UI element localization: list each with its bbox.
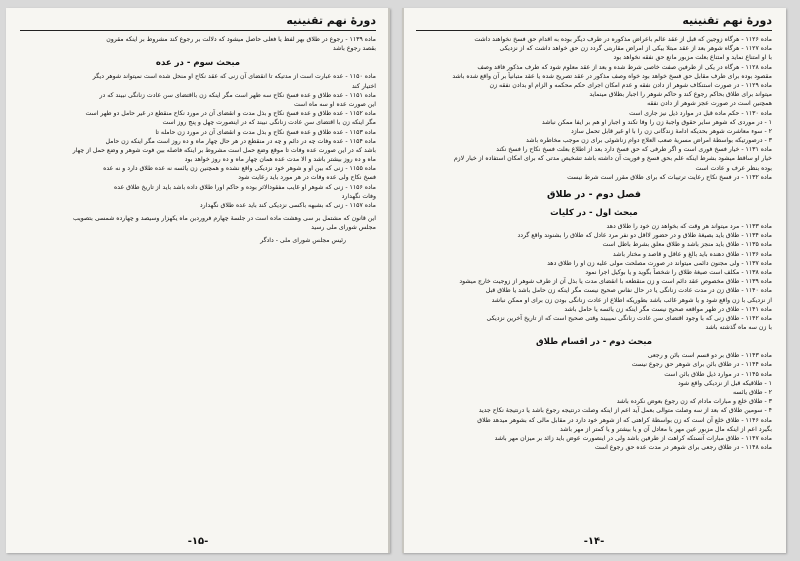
text-line: بوده بنظر عرف و عادت است: [695, 164, 772, 172]
text-line: ماده ۱۱۳۹ - رجوع در طلاق بهر لفظ یا فعلی حاصل میشود که دلالت بر رجوع کند مشروط بر اینکه مقرون: [106, 36, 376, 43]
text-line: ماده ۱۱۲۸ - هرگاه در یکی از طرفین صفت خاصی شرط شده و بعد از عقد معلوم شود که طرف مذکور فاقد وصف: [477, 63, 772, 71]
text-line: ۱ - در موردی که شوهر سایر حقوق واجبهٔ زن را وفا نکند و اجبار او هم بر ایفا ممکن نباشد: [541, 118, 772, 126]
text-line: ۳ - درصورتیکه بواسطهٔ امراض مسریهٔ صعب العلاج دوام زناشوئی برای زن موجب مخاطره باشد: [526, 137, 772, 145]
text-line: ماده ۱۱۴۳ - طلاق بر دو قسم است بائن و رجعی: [647, 352, 772, 360]
page-body: [20, 35, 376, 233]
text-line: ماده ۱۱۴۸ - در طلاق رجعی برای شوهر در مدت عده حق رجوع است: [594, 444, 772, 452]
text-line: ماده ۱۱۴۲ - طلاق زنی که با وجود اقتضای سن عادت زنانگی نمیبیند وقتی صحیح است که از تاریخ آخرین نزدیکی: [486, 314, 772, 322]
text-line: ماده ۱۱۲۹ - در صورت استنکاف شوهر از دادن نفقه و عدم امکان اجرای حکم محکمه و الزام او بدادن نفقه زن: [489, 81, 772, 89]
text-line: ماه و ده روز بیشتر باشد و الا مدت عده همان چهار ماه و ده روز خواهد بود: [184, 156, 376, 164]
text-line: همچنین است در صورت عجز شوهر از دادن نفقه: [647, 100, 772, 108]
paragraph-block: [416, 35, 772, 182]
text-line: این قانون که مشتمل بر سی وهشت ماده است در جلسهٔ چهارم فروردین ماه یکهزار وسیصد و چهارده شمسی بتصویب: [72, 215, 376, 223]
left-page: [6, 8, 390, 553]
page-gutter-shadow: [402, 8, 404, 553]
text-line: ماده ۱۱۳۸ - مکلف است صیغهٔ طلاق را شخصاً بگوید و یا بوکیل اجرا نمود: [585, 268, 772, 276]
text-line: ماده ۱۱۵۵ - زنی که بین او و شوهر خود نزدیکی واقع نشده و همچنین زن یائسه نه عده طلاق دارد و نه عده: [103, 165, 376, 173]
text-line: اختیار کند: [351, 82, 376, 90]
text-line: ماده ۱۱۴۱ - طلاق در طهر مواقعه صحیح نیست مگر اینکه زن یائسه یا حامل باشد: [564, 305, 772, 313]
text-line: ماده ۱۱۴۰ - طلاق زن در مدت عادت زنانگی یا در حال نفاس صحیح نیست مگر اینکه زن حامل باشد یا طلاق قبل: [485, 287, 772, 295]
text-line: ماده ۱۱۳۳ - مرد میتواند هر وقت که بخواهد زن خود را طلاق دهد: [606, 223, 772, 230]
paragraph-block: [20, 35, 376, 53]
text-line: ماده ۱۱۴۷ - طلاق مبارات آنستکه کراهت از طرفین باشد ولی در اینصورت عوض باید زائد بر میزان مهر باشد: [494, 434, 772, 442]
text-line: ماده ۱۱۳۰ - حکم ماده قبل در موارد ذیل نیز جاری است: [629, 109, 772, 117]
text-line: ماده ۱۱۴۵ - در موارد ذیل طلاق بائن است: [664, 370, 772, 378]
text-line: ۲ - طلاق یائسه: [732, 389, 772, 396]
page-body: [416, 35, 772, 452]
text-line: ماده ۱۱۲۷ - هرگاه شوهر بعد از عقد مبتلا بیکی از امراض مقاربتی گردد زن حق خواهد داشت که از نزدیکی: [499, 45, 772, 53]
section-heading: مبحث سوم - در عده: [155, 58, 241, 69]
page-number: -۱۴-: [583, 536, 605, 547]
text-line: ۴ - سومین طلاق که بعد از سه وصلت متوالی بعمل آید اعم از اینکه وصلت درنتیجه رجوع باشد یا درنتیجهٔ نکاح جدید: [478, 407, 772, 415]
text-line: ماده ۱۱۳۶ - طلاق دهنده باید بالغ و عاقل و قاصد و مختار باشد: [612, 250, 772, 258]
text-line: ماده ۱۱۳۲ - در فسخ نکاح رعایت ترتیبات که برای طلاق مقرر است شرط نیست: [567, 173, 772, 181]
text-line: ماده ۱۱۵۳ - عده طلاق و عده فسخ نکاح و بذل مدت و انقضای آن در مورد زن حامله تا: [155, 128, 376, 136]
section-heading: مبحث دوم - در اقسام طلاق: [536, 337, 652, 348]
text-line: فسخ نکاح ولی عده وفات در هر مورد باید رعایت شود: [238, 174, 376, 182]
text-line: ماده ۱۱۵۶ - زنی که شوهر او غایب مفقودالاثر بوده و حاکم اورا طلاق داده باشد باید از تاریخ طلاق عده: [113, 183, 376, 191]
text-line: ماده ۱۱۵۷ - زنی که بشبهه باکسی نزدیکی کند باید عده طلاق نگهدارد: [199, 202, 376, 209]
text-line: ماده ۱۱۳۷ - ولی مجنون دائمی میتواند در صورت مصلحت مولی علیه زن او را طلاق دهد: [547, 259, 772, 267]
text-line: بگیرد اعم از اینکه مال مزبور عین مهر یا معادل آن و یا بیشتر و یا کمتر از مهر باشد: [559, 425, 772, 433]
closing-paragraph: [20, 214, 376, 232]
text-line: وفات نگهدارد: [341, 192, 376, 200]
page-header: دورهٔ نهم تقنینیه: [20, 14, 376, 31]
text-line: مجلس شورای ملی رسید: [311, 224, 376, 232]
paragraph-block: [416, 222, 772, 332]
text-line: ماده ۱۱۲۶ - هرگاه زوجین که قبل از عقد عالم باعراض مذکوره در طرف دیگر بوده به اقدام حق فسخ نخواهند داشت: [474, 36, 772, 43]
text-line: ماده ۱۱۳۵ - طلاق باید منجز باشد و طلاق معلق بشرط باطل است: [602, 241, 772, 249]
text-line: مقصود بوده برای طرف مقابل حق فسخ خواهد بود خواه وصف مذکور در عقد تصریح شده یا عقد متبانیاً بر آن واقع شده باشد: [452, 72, 772, 80]
text-line: ۳ - طلاق خلع و مبارات مادام که زن رجوع بعوض نکرده باشد: [616, 398, 772, 406]
text-line: ماده ۱۱۴۴ - در طلاق بائن برای شوهر حق رجوع نیست: [631, 361, 772, 369]
right-page: [402, 8, 786, 553]
text-line: ماده ۱۱۵۲ - عده طلاق و عده فسخ نکاح و بذل مدت و انقضای آن در مورد نکاح منقطع در غیر حامل دو طهر است: [85, 110, 376, 118]
page-gutter-shadow: [388, 8, 390, 553]
page-header: دورهٔ نهم تقنینیه: [416, 14, 772, 31]
text-line: خیار او ساقط میشود بشرط اینکه علم بحق فسخ و فوریت آن داشته باشد تشخیص مدتی که برای امکان استفاده از خیار لازم: [453, 155, 772, 163]
text-line: ماده ۱۱۳۱ - خیار فسخ فوری است و اگر طرفی که حق فسخ دارد بعد از اطلاع بعلت فسخ نکاح را فسخ نکند: [496, 146, 772, 154]
text-line: مگر اینکه زن با اقتضای سن عادت زنانگی نبیند که در اینصورت چهل و پنج روز است: [162, 119, 376, 127]
text-line: ۱ - طلاقیکه قبل از نزدیکی واقع شود: [677, 379, 772, 387]
text-line: از نزدیکی با زن واقع شود و یا شوهر غائب باشد بطوریکه اطلاع از عادت زنانگی بودن زن برای او ممکن نباشد: [491, 296, 772, 304]
page-number: -۱۵-: [187, 536, 209, 547]
text-line: ماده ۱۱۵۰ - عده عبارت است از مدتیکه تا انقضای آن زنی که عقد نکاح او منحل شده است نمیتواند شوهر دیگر: [92, 73, 376, 81]
text-line: ماده ۱۱۳۹ - طلاق مخصوص عقد دائم است و زن منقطعه با انقضای مدت یا بذل آن از طرف شوهر از زوجیت خارج میشود: [459, 278, 772, 286]
text-line: ماده ۱۱۳۴ - طلاق باید بصیغهٔ طلاق و در حضور لااقل دو نفر مرد عادل که طلاق را بشنوند واقع گردد: [517, 232, 772, 240]
text-line: این صورت عده او سه ماه است: [293, 100, 376, 108]
text-line: با زن سه ماه گذشته باشد: [705, 324, 772, 332]
text-line: ماده ۱۱۵۴ - عده وفات چه در دائم و چه در منقطع در هر حال چهار ماه و ده روز است مگر اینکه زن حامل: [105, 137, 376, 145]
text-line: بقصد رجوع باشد: [332, 45, 376, 53]
text-line: ماده ۱۱۵۱ - عده طلاق و عده فسخ نکاح سه طهر است مگر اینکه زن بااقتضای سن عادت زنانگی نبیند که در: [99, 91, 376, 99]
text-line: میتواند برای طلاق بحاکم رجوع کند و حاکم شوهر را اجبار بطلاق مینماید: [589, 91, 772, 99]
paragraph-block: [416, 351, 772, 452]
section-heading: مبحث اول - در کلیات: [550, 208, 638, 218]
chapter-heading: فصل دوم - در طلاق: [547, 189, 641, 200]
paragraph-block: [20, 72, 376, 210]
text-line: باشد که در این صورت عده وفات تا موقع وضع حمل است مشروط بر اینکه فاصله بین فوت شوهر و وضع حمل از چهار: [72, 146, 376, 154]
signature-row: [20, 237, 376, 244]
text-line: ماده ۱۱۴۶ - طلاق خلع آن است که زن بواسطهٔ کراهتی که از شوهر خود دارد در مقابل مالی که بشوهر میدهد طلاق: [477, 416, 772, 424]
text-line: ۲ - سوء معاشرت شوهر بحدیکه ادامهٔ زندگانی زن را با او غیر قابل تحمل سازد: [570, 127, 772, 135]
text-line: با او امتناع نماید و امتناع بعلت مزبور مانع حق نفقه نخواهد بود: [613, 54, 772, 62]
signature: رئیس مجلس شورای ملی - دادگر: [260, 236, 346, 244]
